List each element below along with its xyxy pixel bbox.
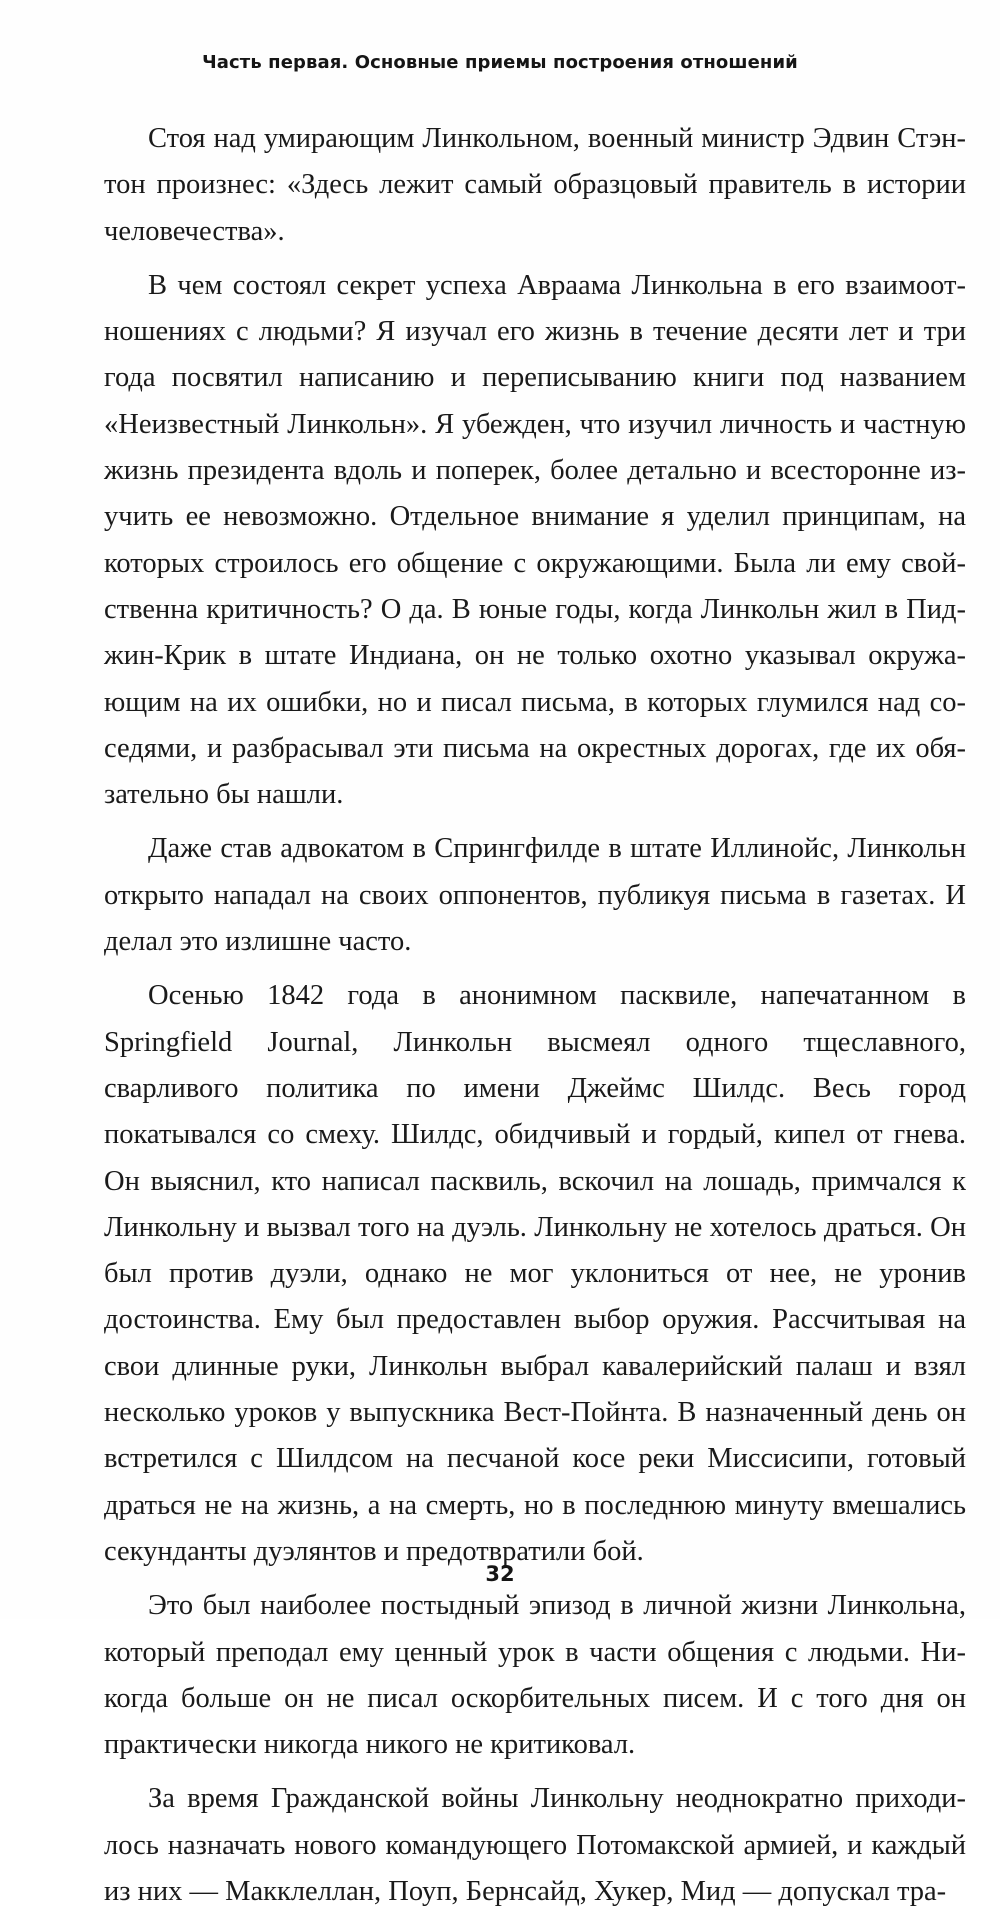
running-header: Часть первая. Основные приемы построения отношений: [202, 52, 798, 73]
paragraph: Даже став адвокатом в Спрингфилде в штате Иллинойс, Линкольн открыто нападал на своих оппонентов, публикуя письма в газетах. И делал это излишне часто.: [104, 833, 966, 958]
paragraph: В чем состоял секрет успеха Авраама Линкольна в его взаимоотношениях с людьми? Я изучал его жизнь в течение десяти лет и три года посвятил написанию и переписыванию книги под названием «Неизвестный Линкольн». Я убежден, что изучил личность и частную жизнь президента вдоль и поперек, более детально и всесторонне изучить ее невозможно. Отдельное внимание я уделил принципам, на которых строилось его общение с окружающими. Была ли ему свойственна критичность? О да. В юные годы, когда Линкольн жил в Пиджин-Крик в штате Индиана, он не только охотно указывал окружающим на их ошибки, но и писал письма, в которых глумился над соседями, и разбрасывал эти письма на окрестных дорогах, где их обязательно бы нашли.: [104, 269, 966, 811]
paragraph: Осенью 1842 года в анонимном пасквиле, напечатанном в Springfield Journal, Линкольн высмеял одного тщеславного, сварливого политика по имени Джеймс Шилдс. Весь город покатывался со смеху. Шилдс, обидчивый и гордый, кипел от гнева. Он выяснил, кто написал пасквиль, вскочил на лошадь, примчался к Линкольну и вызвал того на дуэль. Линкольну не хотелось драться. Он был против дуэли, однако не мог уклониться от нее, не уронив достоинства. Ему был предоставлен выбор оружия. Рассчитывая на свои длинные руки, Линкольн выбрал кавалерийский палаш и взял несколько уроков у выпускника Вест-Пойнта. В назначенный день он встретился с Шилдсом на песчаной косе реки Миссисипи, готовый драться не на жизнь, а на смерть, но в последнюю минуту вмешались секунданты дуэлянтов и предотвратили бой.: [104, 980, 966, 1567]
paragraph: Это был наиболее постыдный эпизод в личной жизни Линкольна, который преподал ему ценный урок в части общения с людьми. Никогда больше он не писал оскорбительных писем. И с того дня он практически никогда никого не критиковал.: [104, 1590, 966, 1761]
page-number: 32: [485, 1562, 515, 1586]
paragraph: За время Гражданской войны Линкольну неоднократно приходилось назначать нового командующего Потомакской армией, и каждый из них — Макклеллан, Поуп, Бернсайд, Хукер, Мид — допускал тра-: [104, 1783, 966, 1907]
paragraph: Стоя над умирающим Линкольном, военный министр Эдвин Стэнтон произнес: «Здесь лежит самый образцовый правитель в истории человечества».: [104, 123, 966, 247]
body-text: [104, 116, 966, 1923]
